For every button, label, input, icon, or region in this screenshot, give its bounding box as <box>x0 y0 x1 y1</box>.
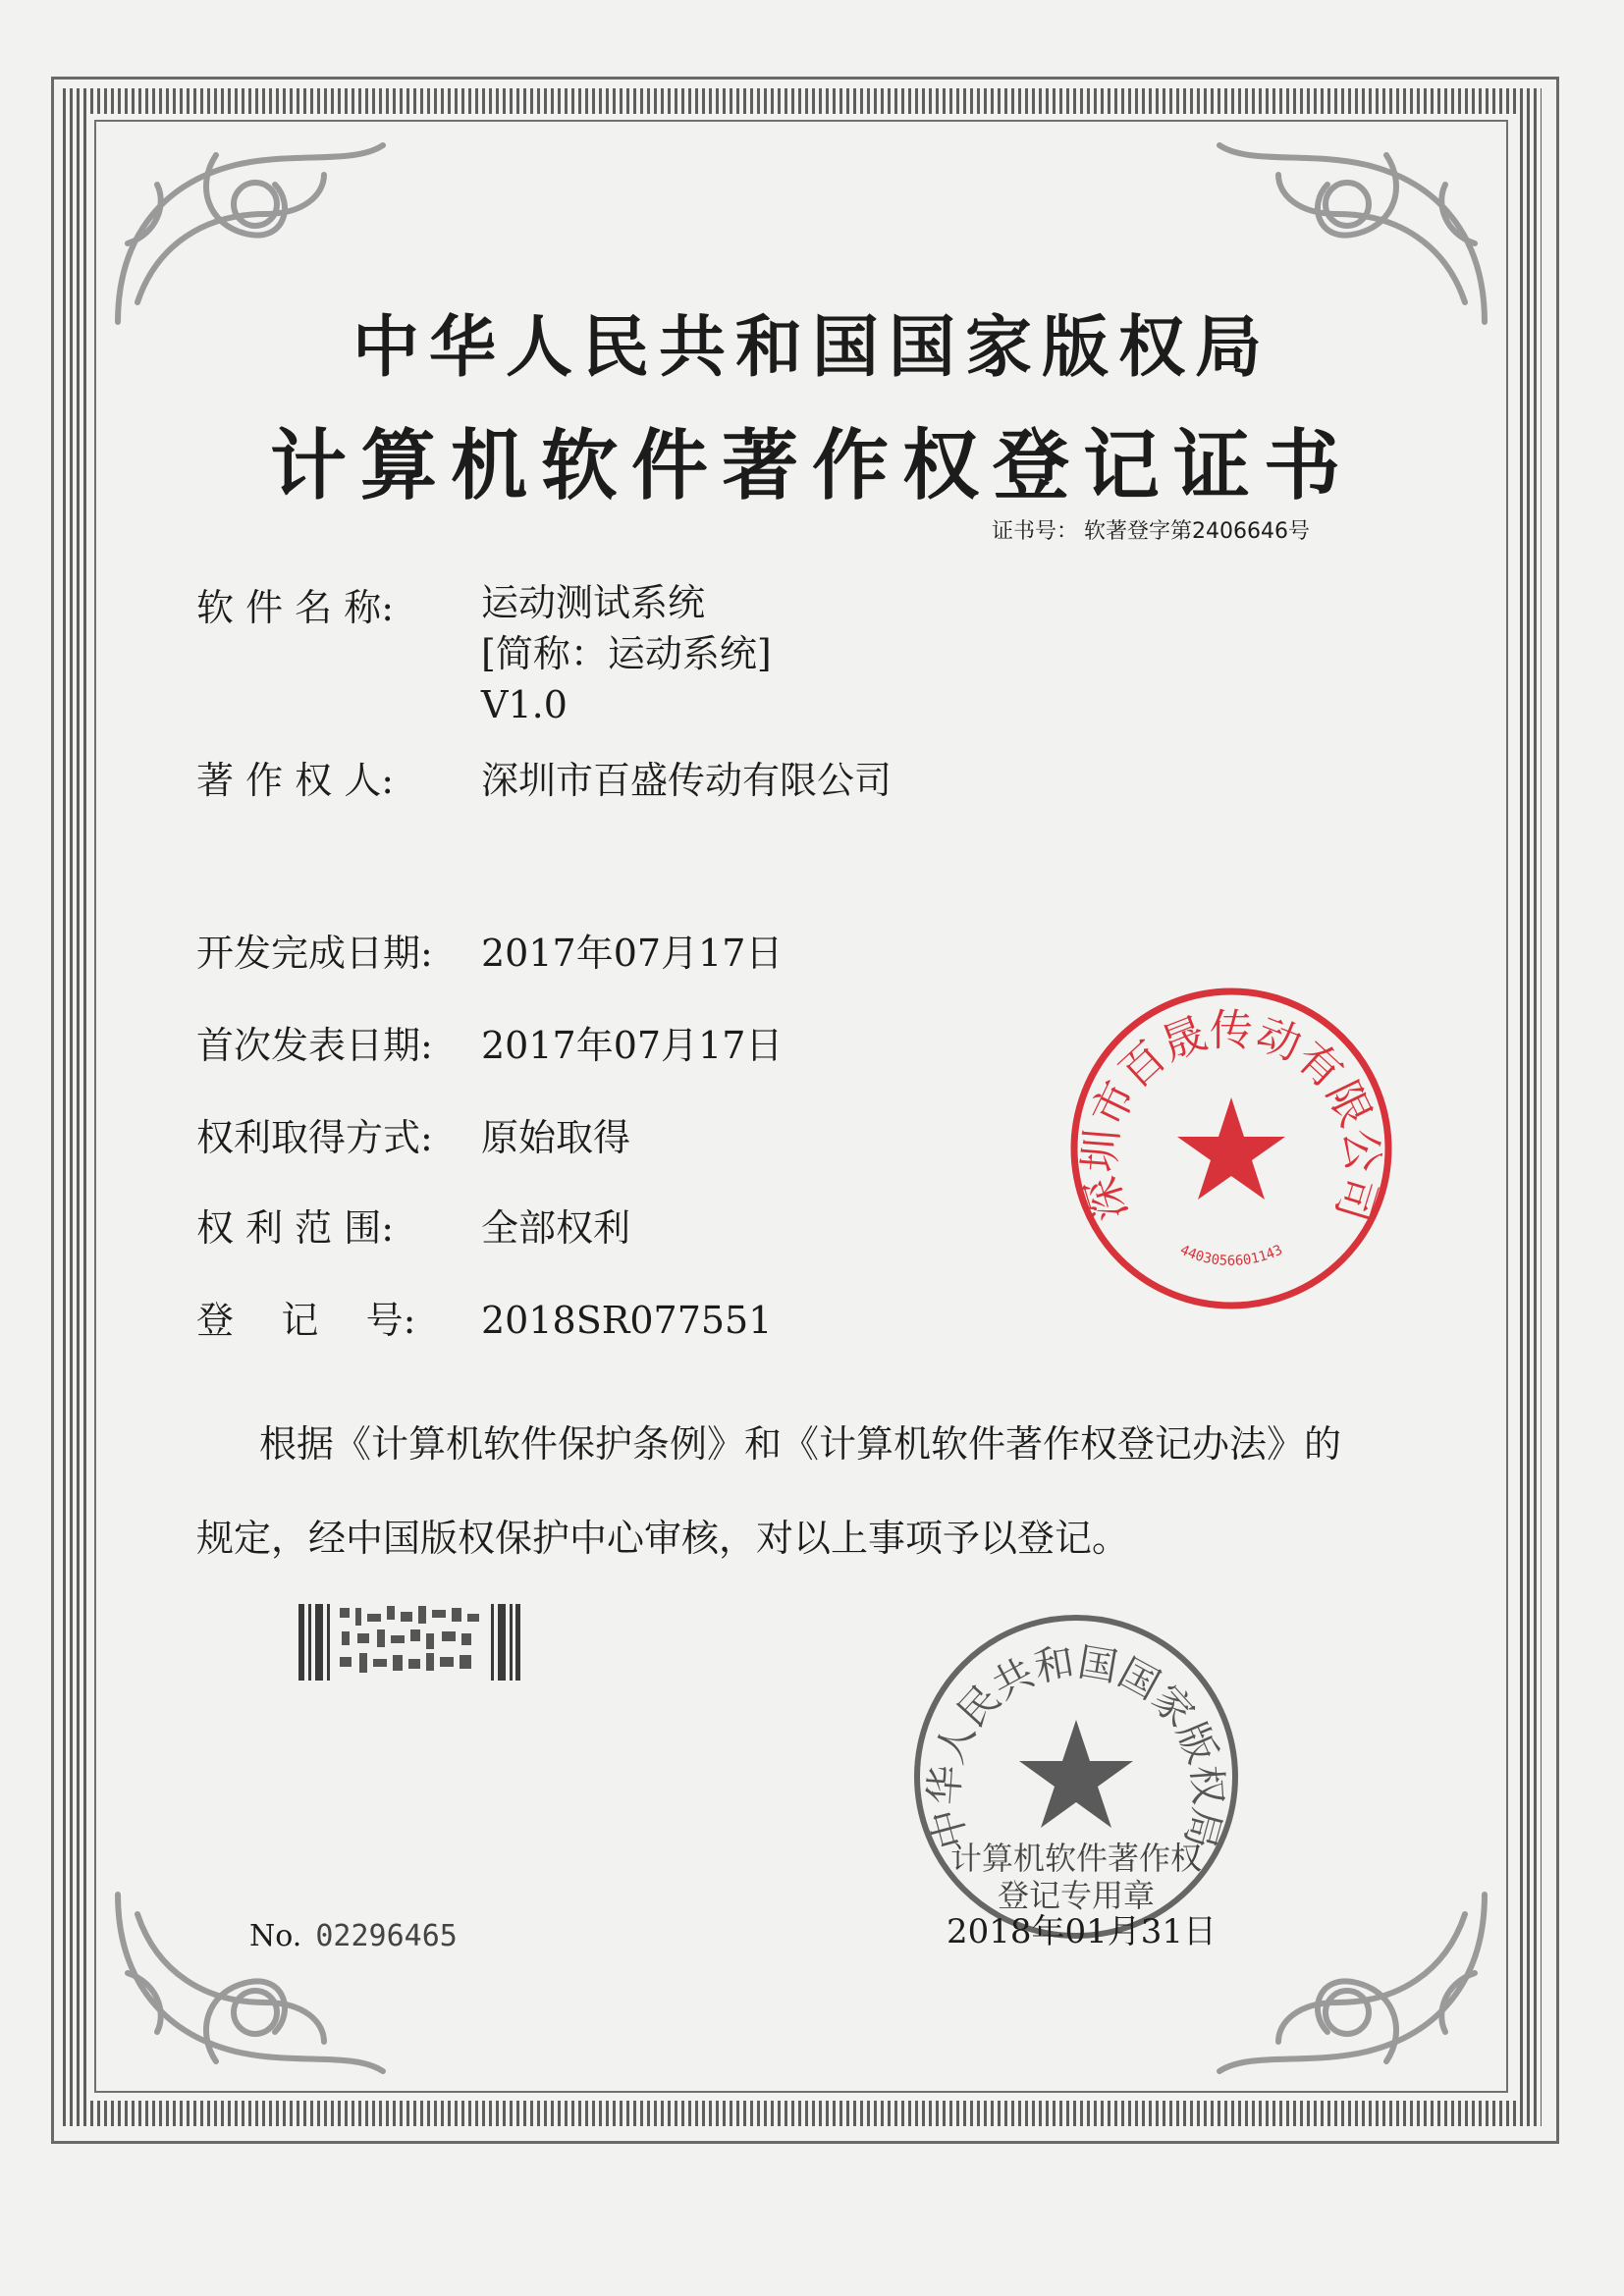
owner-label: 著 作 权 人: <box>196 759 395 802</box>
registration-label: 登 记 号: <box>196 1299 416 1342</box>
owner-row <box>196 750 892 804</box>
cert-no-value: 软著登字第2406646号 <box>1084 519 1310 544</box>
issuing-authority: 中华人民共和国国家版权局 <box>352 309 1272 387</box>
scope-row <box>196 1198 630 1252</box>
pub-date-value: 2017年07月17日 <box>481 1024 784 1067</box>
software-version: V1.0 <box>481 683 568 726</box>
company-seal <box>1064 982 1398 1315</box>
acquisition-label: 权利取得方式: <box>196 1116 433 1159</box>
statement-line-2: 规定，经中国版权保护中心审核，对以上事项予以登记。 <box>196 1517 1130 1560</box>
serial-number <box>249 1919 458 1953</box>
software-name-label: 软 件 名 称: <box>196 586 395 629</box>
statement-line-1: 根据《计算机软件保护条例》和《计算机软件著作权登记办法》的 <box>259 1422 1342 1466</box>
scope-label: 权 利 范 围: <box>196 1206 395 1250</box>
company-seal-text: 深圳市百晟传动有限公司 <box>1074 1005 1388 1227</box>
dev-date-value: 2017年07月17日 <box>481 932 784 975</box>
registration-row <box>196 1290 772 1344</box>
issue-date: 2018年01月31日 <box>947 1912 1218 1951</box>
registration-value: 2018SR077551 <box>481 1299 773 1342</box>
software-short-name: [简称：运动系统] <box>481 632 772 675</box>
certificate-title: 计算机软件著作权登记证书 <box>269 421 1354 510</box>
corner-ornament-bottom-right <box>1210 1875 1504 2091</box>
acquisition-row <box>196 1107 630 1161</box>
serial-value: 02296465 <box>315 1919 458 1953</box>
corner-ornament-bottom-left <box>98 1875 393 2091</box>
dev-date-label: 开发完成日期: <box>196 932 433 975</box>
svg-text:4403056601143 <box>1177 1242 1284 1268</box>
acquisition-value: 原始取得 <box>481 1116 631 1159</box>
software-name-values <box>481 577 772 730</box>
official-seal-line1: 计算机软件著作权 <box>949 1840 1203 1877</box>
pub-date-row <box>196 1015 783 1069</box>
serial-label: No. <box>249 1919 302 1953</box>
barcode-image <box>298 1604 520 1681</box>
official-seal-line2: 登记专用章 <box>997 1877 1156 1914</box>
company-seal-code: 4403056601143 <box>1177 1242 1285 1269</box>
pub-date-label: 首次发表日期: <box>196 1024 433 1067</box>
scope-value: 全部权利 <box>481 1206 631 1250</box>
software-name: 运动测试系统 <box>481 581 706 624</box>
software-name-row <box>196 577 772 730</box>
official-seal-text: 中华人民共和国国家版权局 <box>921 1639 1231 1853</box>
owner-value: 深圳市百盛传动有限公司 <box>481 759 893 802</box>
official-seal <box>909 1610 1243 1944</box>
certificate-number <box>986 514 1310 545</box>
cert-no-label: 证书号： <box>992 519 1079 544</box>
dev-date-row <box>196 923 783 977</box>
